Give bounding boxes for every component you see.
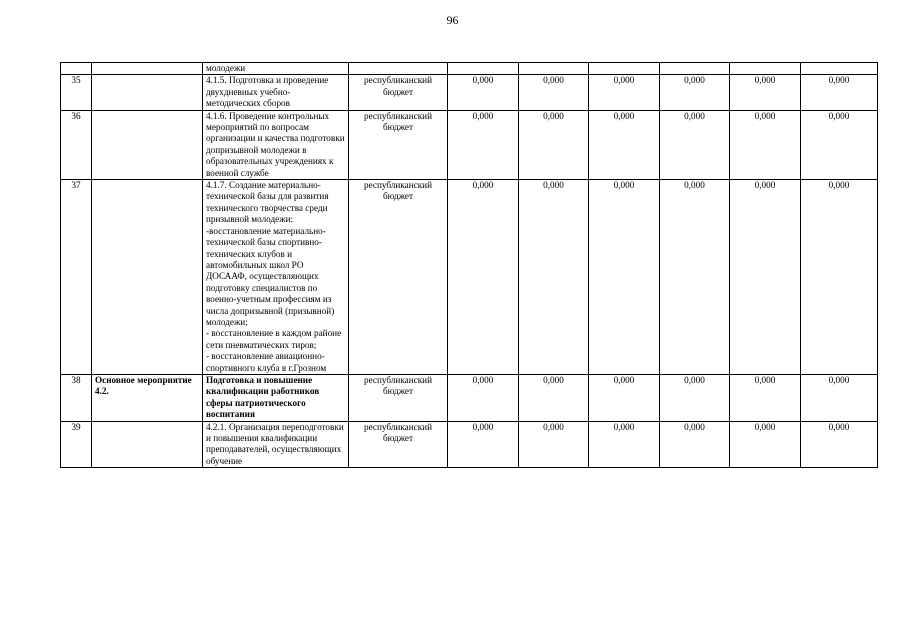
cell-source: республиканский бюджет — [349, 110, 448, 179]
cell-name: 4.1.6. Проведение контрольных мероприятий по вопросам организации и качества подготовки допризывной молодежи в образовательных учреждениях к военной службе — [203, 110, 349, 179]
cell-name: 4.2.1. Организация переподготовки и повышения квалификации преподавателей, осуществляющих обучение — [203, 421, 349, 468]
cell-value: 0,000 — [801, 421, 878, 468]
table-row — [61, 75, 878, 110]
cell-source: республиканский бюджет — [349, 421, 448, 468]
cell-value: 0,000 — [519, 110, 589, 179]
table-row-continuation — [61, 63, 878, 75]
cell-num: 36 — [61, 110, 92, 179]
cell-value: 0,000 — [589, 75, 660, 110]
page-number: 96 — [446, 13, 459, 27]
cell-value: 0,000 — [519, 180, 589, 375]
cell-name: Подготовка и повышение квалификации работников сферы патриотического воспитания — [203, 374, 349, 421]
cell-value: 0,000 — [660, 374, 730, 421]
cell-value: 0,000 — [589, 180, 660, 375]
cell-name: 4.1.7. Создание материально-технической базы для развития технического творчества среди призывной молодежи: -восстановление материально-технической базы спортивно-технических клубов и автомобильных школ РО ДОСААФ, осуществляющих подготовку специалистов по военно-учетным профессиям из числа допризывной (призывной) молодежи; - восстановление в каждом районе сети пневматических тиров; - восстановление авиационно-спортивного клуба в г.Грозном — [203, 180, 349, 375]
cell-event — [92, 180, 203, 375]
cell-value — [801, 63, 878, 75]
cell-num: 39 — [61, 421, 92, 468]
cell-event — [92, 421, 203, 468]
cell-num — [61, 63, 92, 75]
cell-value: 0,000 — [660, 421, 730, 468]
cell-num: 35 — [61, 75, 92, 110]
cell-value: 0,000 — [660, 110, 730, 179]
cell-value: 0,000 — [660, 180, 730, 375]
cell-value: 0,000 — [730, 180, 801, 375]
cell-event — [92, 63, 203, 75]
cell-value — [519, 63, 589, 75]
cell-event — [92, 110, 203, 179]
cell-value: 0,000 — [660, 75, 730, 110]
cell-value: 0,000 — [519, 421, 589, 468]
cell-value: 0,000 — [801, 75, 878, 110]
cell-name: молодежи — [203, 63, 349, 75]
cell-value: 0,000 — [589, 110, 660, 179]
cell-value: 0,000 — [801, 374, 878, 421]
table-row — [61, 421, 878, 468]
cell-event: Основное мероприятие 4.2. — [92, 374, 203, 421]
cell-num: 38 — [61, 374, 92, 421]
cell-source: республиканский бюджет — [349, 180, 448, 375]
cell-value: 0,000 — [730, 75, 801, 110]
cell-num: 37 — [61, 180, 92, 375]
cell-value: 0,000 — [519, 374, 589, 421]
cell-value: 0,000 — [801, 180, 878, 375]
cell-value: 0,000 — [730, 110, 801, 179]
cell-value: 0,000 — [589, 374, 660, 421]
cell-value: 0,000 — [801, 110, 878, 179]
cell-value — [589, 63, 660, 75]
cell-value: 0,000 — [448, 75, 519, 110]
table-row — [61, 180, 878, 375]
cell-value: 0,000 — [448, 374, 519, 421]
cell-name: 4.1.5. Подготовка и проведение двухдневных учебно-методических сборов — [203, 75, 349, 110]
cell-source: республиканский бюджет — [349, 75, 448, 110]
table-row — [61, 374, 878, 421]
cell-value: 0,000 — [730, 421, 801, 468]
cell-value — [448, 63, 519, 75]
cell-value: 0,000 — [448, 421, 519, 468]
budget-table — [60, 62, 878, 468]
cell-value: 0,000 — [589, 421, 660, 468]
cell-value — [730, 63, 801, 75]
cell-source: республиканский бюджет — [349, 374, 448, 421]
table-row — [61, 110, 878, 179]
cell-value: 0,000 — [730, 374, 801, 421]
cell-value: 0,000 — [519, 75, 589, 110]
cell-value: 0,000 — [448, 110, 519, 179]
cell-value: 0,000 — [448, 180, 519, 375]
cell-value — [660, 63, 730, 75]
cell-event — [92, 75, 203, 110]
cell-source — [349, 63, 448, 75]
